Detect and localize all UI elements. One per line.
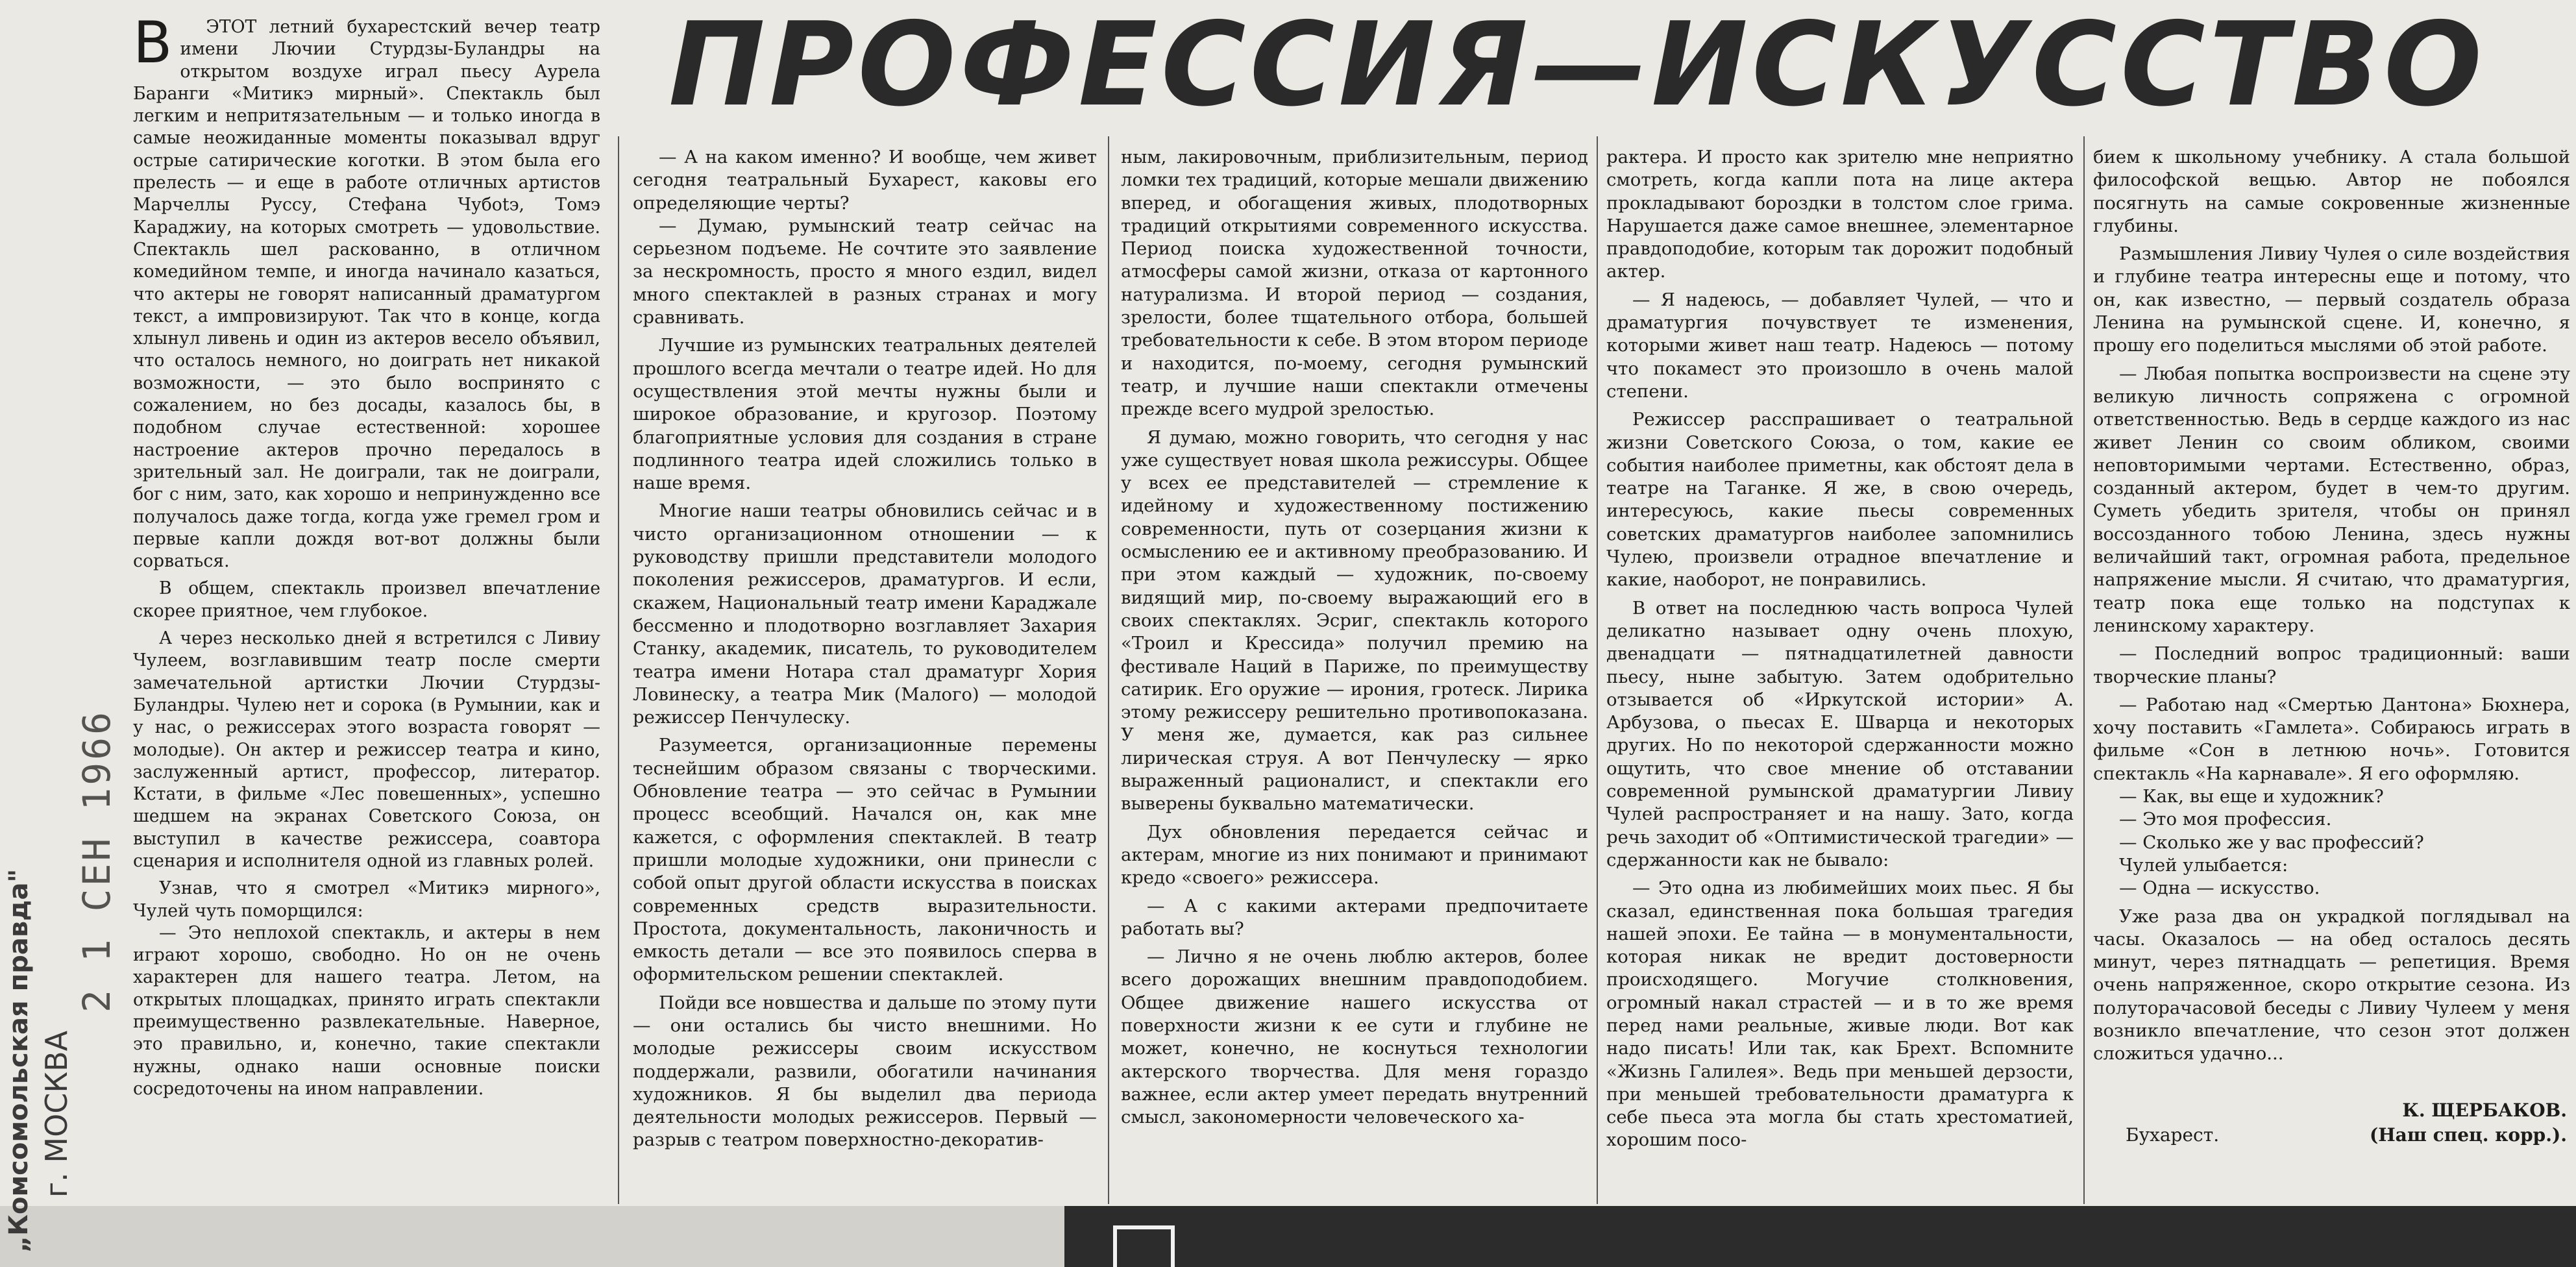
- article-paragraph: ным, лакировочным, приблизительным, период ломки тех традиций, которые мешали движению вперед, и обогащения живых, плодотворных традиций открытиями современного искусства. Период поиска художественной точности, атмосферы самой жизни, отказа от картонного натурализма. И второй период — создания, зрелости, более тщательного отбора, большей требовательности к себе. В этом втором периоде и находится, по-моему, сегодня румынский театр, и лучшие наши спектакли отмечены прежде всего мудрой зрелостью.: [1121, 147, 1588, 420]
- stamp-source: „Комсомольская правда": [4, 868, 34, 1253]
- scan-artifact: [1113, 1225, 1175, 1267]
- dateline-place: Бухарест.: [2126, 1124, 2220, 1146]
- article-paragraph: В общем, спектакль произвел впечатление скорее приятное, чем глубокое.: [133, 578, 600, 621]
- article-paragraph: А через несколько дней я встретился с Ливиу Чулеем, возглавившим театр после смерти замечательной артистки Лючии Стурдзы-Буландры. Чулею нет и сорока (в Румынии, как и у нас, о режиссерах этого возраста говорят — молодые). Он актер и режиссер театра и кино, заслуженный артист, профессор, литератор. Кстати, в фильме «Лес повешенных», успешно шедшем на экранах Советского Союза, он выступил в качестве режиссера, соавтора сценария и исполнителя одной из главных ролей.: [133, 628, 600, 871]
- article-paragraph: Дух обновления передается сейчас и актерам, многие из них понимают и принимают кредо «своего» режиссера.: [1121, 821, 1588, 889]
- article-paragraph: — Последний вопрос традиционный: ваши творческие планы?: [2093, 643, 2570, 687]
- column-rule: [618, 136, 619, 1204]
- article-paragraph: — Я надеюсь, — добавляет Чулей, — что и драматургия почувствует те изменения, которыми живет наш театр. Надеюсь — потому что покамест это произошло в очень малой степени.: [1606, 289, 2074, 402]
- article-paragraph: — Думаю, румынский театр сейчас на серьезном подъеме. Не сочтите это заявление за нескромность, просто я много ездил, видел много спектаклей в разных странах и могу сравнивать.: [633, 215, 1097, 328]
- article-column-3: [1121, 146, 1588, 1198]
- article-column-5: [2093, 146, 2570, 1120]
- column-rule: [1108, 136, 1109, 1204]
- article-paragraph: — Работаю над «Смертью Дантона» Бюхнера, хочу поставить «Гамлета». Собираюсь играть в фильме «Сон в летнюю ночь». Готовится спектакль «На карнавале». Я его оформляю.: [2093, 694, 2570, 784]
- article-paragraph: — Любая попытка воспроизвести на сцене эту великую личность сопряжена с огромной ответственностью. Ведь в сердце каждого из нас живет Ленин со своим обликом, своими неповторимыми чертами. Естественно, образ, созданный актером, будет в чем-то другим. Суметь убедить зрителя, чтобы он принял воссозданного тобою Ленина, здесь нужны величайший такт, огромная работа, предельное напряжение мысли. Я считаю, что драматургия, театр пока еще только на подступах к ленинскому характеру.: [2093, 363, 2570, 636]
- article-paragraph: — Лично я не очень люблю актеров, более всего дорожащих внешним правдоподобием. Общее движение нашего искусства от поверхности жизни к ее сути и глубине не может, конечно, не коснуться технологии актерского творчества. Для меня гораздо важнее, если актер умеет передать внутренний смысл, закономерности человеческого ха-: [1121, 946, 1588, 1128]
- article-paragraph: Узнав, что я смотрел «Митикэ мирного», Чулей чуть поморщился:: [133, 878, 600, 921]
- article-paragraph: Уже раза два он украдкой поглядывал на часы. Оказалось — на обед осталось десять минут, через пятнадцать — репетиция. Время очень напряженное, скоро открытие сезона. Из полуторачасовой беседы с Ливиу Чулеем у меня возникло впечатление, что сезон этот должен сложиться удачно...: [2093, 905, 2570, 1064]
- column-rule: [1597, 136, 1598, 1204]
- article-paragraph: Я думаю, можно говорить, что сегодня у нас уже существует новая школа режиссуры. Общее у всех ее представителей — стремление к идейному и художественному постижению современности, путь от созерцания жизни к осмыслению ее и активному преобразованию. И при этом каждый — художник, по-своему видящий мир, по-своему выражающий его в своих спектаклях. Эсриг, спектакль которого «Троил и Крессида» получил премию на фестивале Наций в Париже, по преимуществу сатирик. Его оружие — ирония, гротеск. Лирика этому режиссеру решительно противопоказана. У меня же, думается, как раз сильнее лирическая струя. А вот Пенчулеску — ярко выраженный рационалист, и спектакли его выверены буквально математически.: [1121, 426, 1588, 815]
- article-paragraph: — Это одна из любимейших моих пьес. Я бы сказал, единственная пока большая трагедия нашей эпохи. Ее тайна — в монументальности, которая никак не вредит достоверности происходящего. Могучие столкновения, огромный накал страстей — и в то же время перед нами реальные, живые люди. Вот как надо писать! Или так, как Брехт. Вспомните «Жизнь Галилея». Ведь при меньшей дерзости, при меньшей требовательности драматурга к себе пьеса эта могла бы стать хрестоматией, хорошим посо-: [1606, 878, 2074, 1151]
- dialogue-line: Чулей улыбается:: [2119, 854, 2288, 876]
- dialogue-line: — Сколько же у вас профессий?: [2119, 831, 2424, 853]
- dialogue-line: — Одна — искусство.: [2119, 878, 2320, 899]
- article-paragraph: Многие наши театры обновились сейчас и в чисто организационном отношении — к руководству пришли представители молодого поколения режиссеров, драматургов. И если, скажем, Национальный театр имени Караджале бессменно и плодотворно возглавляет Захария Станку, академик, писатель, то руководителем театра имени Нотара стал драматург Хория Ловинеску, а театра Мик (Малого) — молодой режиссер Пенчулеску.: [633, 500, 1097, 728]
- author-name: К. ЩЕРБАКОВ.: [2402, 1100, 2567, 1121]
- article-column-4: [1606, 146, 2074, 1198]
- stamp-city: г. МОСКВА: [39, 1030, 74, 1198]
- article-paragraph: Пойди все новшества и дальше по этому пути — они остались бы чисто внешними. Но молодые режиссеры своим искусством поддержали, развили, обогатили начинания художников. Я бы выделил два периода деятельности молодых режиссеров. Первый — разрыв с театром поверхностно-декоратив-: [633, 992, 1097, 1151]
- article-paragraph: В ЭТОТ летний бухарестский вечер театр имени Лючии Стурдзы-Буландры на открытом воздухе играл пьесу Аурела Баранги «Митикэ мирный». Спектакль был легким и непритязательным — и только иногда в самые неожиданные моменты показывал вдруг острые сатирические коготки. В этом была его прелесть — и еще в работе отличных артистов Марчеллы Руссу, Стефана Чубоtэ, Томэ Караджиу, на которых смотреть — удовольствие. Спектакль шел раскованно, в отличном комедийном темпе, и иногда начинало казаться, что актеры не говорят написанный драматургом текст, а импровизируют. Так что в конце, когда хлынул ливень и один из актеров весело объявил, что осталось немного, но доиграть нет никакой возможности, — это было воспринято с сожалением, но без досады, казалось бы, в подобном случае естественной: хорошее настроение актеров прочно передалось в зрительный зал. Не доиграли, так не доиграли, бог с ним, зато, как хорошо и непринужденно все получалось даже тогда, когда уже гремел гром и первые капли дождя вот-вот должны были сорваться.: [133, 16, 600, 572]
- headline: ПРОФЕССИЯ—ИСКУССТВО: [669, 0, 2486, 132]
- article-column-2: [633, 146, 1097, 1198]
- article-paragraph: Режиссер расспрашивает о театральной жизни Советского Союза, о том, какие ее события наиболее приметны, как обстоят дела в театре на Таганке. Я же, в свою очередь, интересуюсь, какие пьесы современных советских драматургов наиболее запомнились Чулею, произвели отрадное впечатление и какие, наоборот, не понравились.: [1606, 409, 2074, 591]
- article-paragraph: Разумеется, организационные перемены теснейшим образом связаны с творческими. Обновление театра — это сейчас в Румынии процесс всеобщий. Начался он, как мне кажется, с оформления спектаклей. В театр пришли молодые художники, они принесли с собой опыт другой области искусства в поисках современных средств выразительности. Простота, документальность, лаконичность и емкость детали — все это появилось сперва в оформительском решении спектаклей.: [633, 735, 1097, 985]
- scan-paper-edge: [0, 1206, 1064, 1267]
- byline: [2126, 1098, 2567, 1148]
- drop-cap: В: [133, 9, 173, 76]
- article-paragraph: бием к школьному учебнику. А стала большой философской вещью. Автор не побоялся посягнуть на самые сокровенные жизненные глубины.: [2093, 147, 2570, 236]
- column-rule: [2083, 136, 2085, 1204]
- dialogue-line: — Это моя профессия.: [2119, 809, 2332, 830]
- article-paragraph: В ответ на последнюю часть вопроса Чулей деликатно называет одну очень плохую, двенадцати — пятнадцатилетней давности пьесу, ныне забытую. Затем одобрительно отзывается об «Иркутской истории» А. Арбузова, о пьесах Е. Шварца и некоторых других. Но по некоторой сдержанности можно ощутить, что свое мнение об отставании современной румынской драматургии Ливиу Чулей распространяет и на нашу. Зато, когда речь заходит об «Оптимистической трагедии» — сдержанности как не бывало:: [1606, 597, 2074, 870]
- article-paragraph: — Это неплохой спектакль, и актеры в нем играют хорошо, свободно. Но он не очень характерен для нашего театра. Летом, на открытых площадках, принято играть спектакли преимущественно развлекательные. Наверное, это правильно, и, конечно, такие спектакли нужны, однако наши основные поиски сосредоточены на ином направлении.: [133, 922, 600, 1099]
- article-paragraph: Лучшие из румынских театральных деятелей прошлого всегда мечтали о театре идей. Но для осуществления этой мечты нужны были и широкое образование, и кругозор. Поэтому благоприятные условия для создания в стране подлинного театра идей сложились только в наше время.: [633, 335, 1097, 494]
- article-paragraph: — А на каком именно? И вообще, чем живет сегодня театральный Бухарест, каковы его определяющие черты?: [633, 147, 1097, 214]
- stamp-date: 2 1 СЕН 1966: [75, 709, 119, 1013]
- article-paragraph: Размышления Ливиу Чулея о силе воздействия и глубине театра интересны еще и потому, что он, как известно, — первый создатель образа Ленина на румынской сцене. И, конечно, я прошу его поделиться мыслями об этой работе.: [2093, 243, 2570, 356]
- article-paragraph: рактера. И просто как зрителю мне неприятно смотреть, когда капли пота на лице актера прокладывают бороздки в толстом слое грима. Нарушается даже самое внешнее, элементарное правдоподобие, которым так дорожит подобный актер.: [1606, 147, 2074, 282]
- article-paragraph: — А с какими актерами предпочитаете работать вы?: [1121, 895, 1588, 939]
- author-role: (Наш спец. корр.).: [2369, 1124, 2567, 1146]
- dialogue-line: — Как, вы еще и художник?: [2119, 786, 2384, 807]
- article-column-1: [133, 9, 600, 1133]
